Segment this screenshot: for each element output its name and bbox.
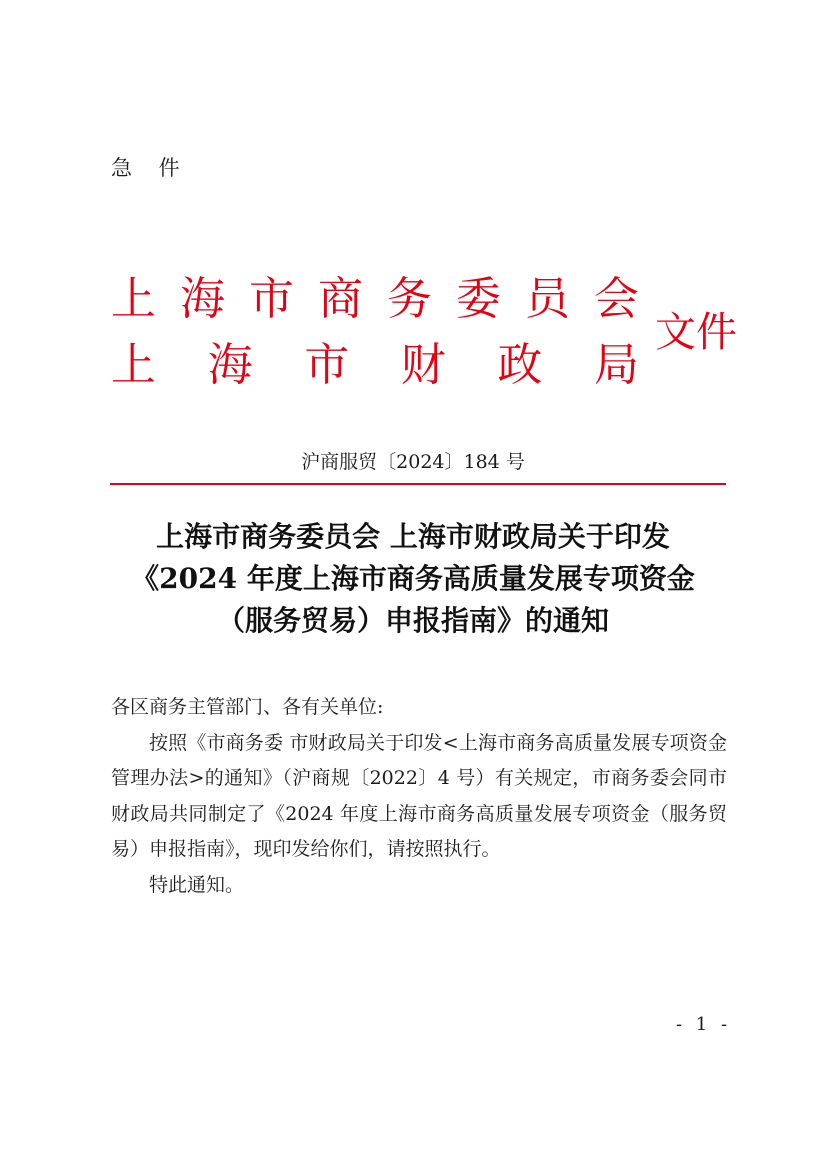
document-number: 沪商服贸〔2024〕184 号 bbox=[301, 451, 525, 473]
issuer-char: 上 bbox=[111, 338, 157, 391]
urgency-label: 急 件 bbox=[111, 156, 190, 180]
title-line: 上海市商务委员会 上海市财政局关于印发 bbox=[156, 520, 670, 553]
title-line: 《2024 年度上海市商务高质量发展专项资金 bbox=[131, 562, 695, 595]
issuer-char: 财 bbox=[400, 338, 446, 391]
issuer-char: 政 bbox=[497, 338, 543, 391]
issuer-char: 海 bbox=[207, 338, 253, 391]
issuer-char: 海 bbox=[179, 272, 225, 325]
issuer-line-finance bbox=[111, 340, 639, 390]
issuer-line-commerce bbox=[111, 274, 639, 324]
title-line: （服务贸易）申报指南》的通知 bbox=[216, 604, 609, 637]
document-type-label: 文件 bbox=[655, 308, 737, 356]
issuer-char: 局 bbox=[593, 338, 639, 391]
red-divider bbox=[110, 483, 726, 485]
closing-line: 特此通知。 bbox=[149, 873, 245, 896]
issuer-char: 务 bbox=[386, 272, 432, 325]
body-paragraph: 按照《市商务委 市财政局关于印发<上海市商务高质量发展专项资金管理办法>的通知》（沪商规〔2022〕4 号）有关规定，市商务委会同市财政局共同制定了《2024 年度上海市商务高质量发展专项资金（服务贸易）申报指南》，现印发给你们，请按照执行。 bbox=[111, 731, 727, 860]
issuer-char: 上 bbox=[111, 272, 157, 325]
salutation: 各区商务主管部门、各有关单位: bbox=[111, 696, 384, 718]
issuer-char: 会 bbox=[593, 272, 639, 325]
issuer-char: 商 bbox=[317, 272, 363, 325]
issuer-char: 市 bbox=[248, 272, 294, 325]
issuer-char: 委 bbox=[455, 272, 501, 325]
document-title bbox=[100, 516, 726, 642]
document-body bbox=[111, 690, 727, 903]
page-number: - 1 - bbox=[676, 1014, 732, 1035]
issuer-char: 员 bbox=[524, 272, 570, 325]
issuer-char: 市 bbox=[304, 338, 350, 391]
